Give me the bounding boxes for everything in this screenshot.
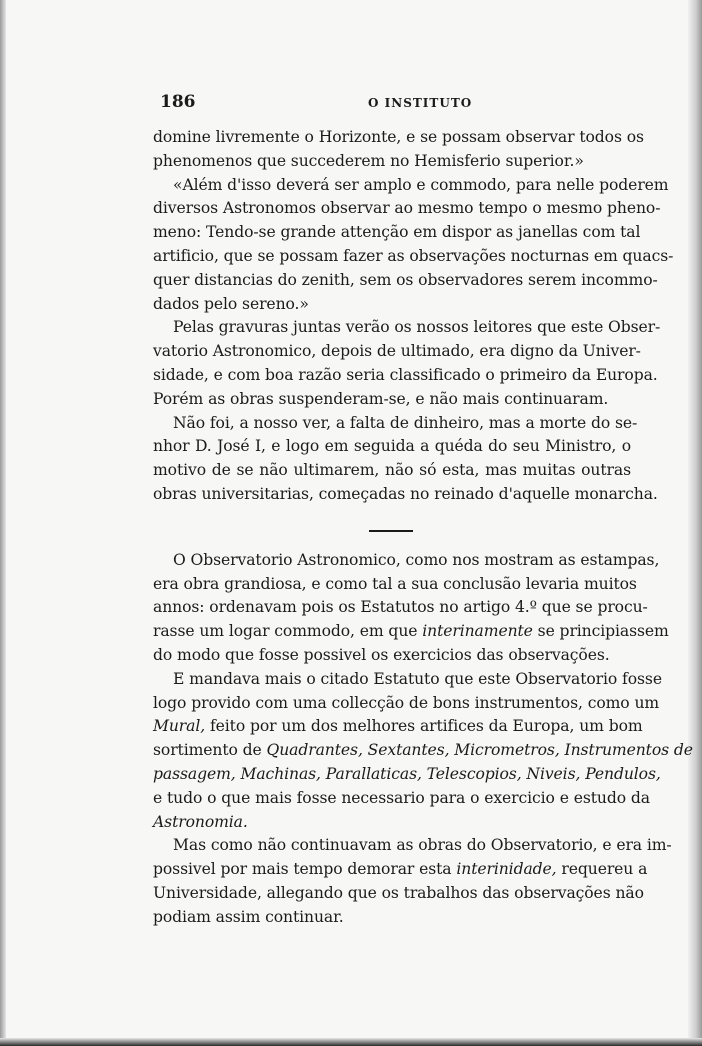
italic-term: Mural, [153, 717, 206, 736]
text-line: Mas como não continuavam as obras do Observatorio, e era im- [173, 836, 672, 855]
text-line: Universidade, allegando que os trabalhos das observações não [153, 883, 644, 902]
text-line: vatorio Astronomico, depois de ultimado, era digno da Univer- [153, 342, 641, 361]
text-line [153, 620, 669, 644]
italic-term: Astronomia. [153, 812, 248, 831]
text-line: e tudo o que mais fosse necessario para o exercicio e estudo da [153, 788, 650, 807]
text-line [153, 739, 693, 763]
text-line [153, 858, 648, 882]
text-line: sidade, e com boa razão seria classificado o primeiro da Europa. [153, 365, 658, 384]
page-bottom-edge [0, 1038, 702, 1046]
running-head: O INSTITUTO [368, 96, 473, 110]
text-line: do modo que fosse possivel os exercicios das observações. [153, 645, 610, 664]
italic-term: interinamente [422, 622, 533, 641]
text-line: dados pelo sereno.» [153, 294, 309, 313]
text-line: meno: Tendo-se grande attenção em dispor as janellas com tal [153, 223, 641, 242]
page-number: 186 [160, 92, 196, 112]
text-line: podiam assim continuar. [153, 907, 344, 926]
text-segment: possivel por mais tempo demorar esta [153, 860, 452, 879]
text-line: Porém as obras suspenderam-se, e não mais continuaram. [153, 389, 609, 408]
text-segment: rasse um logar commodo, em que [153, 622, 418, 641]
text-line: motivo de se não ultimarem, não só esta, mas muitas outras [153, 461, 631, 480]
text-segment: se principiassem [537, 622, 669, 641]
text-line: Não foi, a nosso ver, a falta de dinheiro, mas a morte do se- [173, 413, 638, 432]
text-line [153, 811, 631, 835]
italic-term: Quadrantes, Sextantes, Micrometros, Instrumentos de [266, 741, 693, 760]
page-left-edge [0, 0, 6, 1046]
italic-term: interinidade, [456, 860, 557, 879]
body-text [153, 126, 693, 930]
page-right-edge [688, 0, 702, 1046]
text-line: phenomenos que succederem no Hemisferio superior.» [153, 151, 584, 170]
section-gap [153, 507, 631, 549]
text-line: artificio, que se possam fazer as observações nocturnas em quacs- [153, 246, 674, 265]
text-line: E mandava mais o citado Estatuto que este Observatorio fosse [173, 669, 662, 688]
text-line: Pelas gravuras juntas verão os nossos leitores que este Obser- [173, 318, 661, 337]
text-segment: sortimento de [153, 741, 262, 760]
text-line: annos: ordenavam pois os Estatutos no artigo 4.º que se procu- [153, 598, 648, 617]
text-segment: feito por um dos melhores artifices da Europa, um bom [209, 717, 643, 736]
italic-term: passagem, Machinas, Parallaticas, Telescopios, Niveis, Pendulos, [153, 764, 661, 783]
text-line: quer distancias do zenith, sem os observadores serem incommo- [153, 270, 658, 289]
text-line: logo provido com uma collecção de bons instrumentos, como um [153, 693, 660, 712]
text-line: diversos Astronomos observar ao mesmo tempo o mesmo pheno- [153, 199, 661, 218]
text-line: domine livremente o Horizonte, e se possam observar todos os [153, 128, 644, 146]
text-segment: requereu a [561, 860, 648, 879]
page-header [160, 92, 630, 116]
text-line [153, 715, 643, 739]
section-separator [369, 530, 413, 532]
text-line: era obra grandiosa, e como tal a sua conclusão levaria muitos [153, 574, 637, 593]
text-line: nhor D. José I, e logo em seguida a quéda do seu Ministro, o [153, 437, 631, 456]
text-line: O Observatorio Astronomico, como nos mostram as estampas, [173, 550, 660, 569]
text-line: obras universitarias, começadas no reinado d'aquelle monarcha. [153, 484, 658, 503]
text-line [153, 763, 661, 787]
text-line: «Além d'isso deverá ser amplo e commodo, para nelle poderem [173, 175, 669, 194]
